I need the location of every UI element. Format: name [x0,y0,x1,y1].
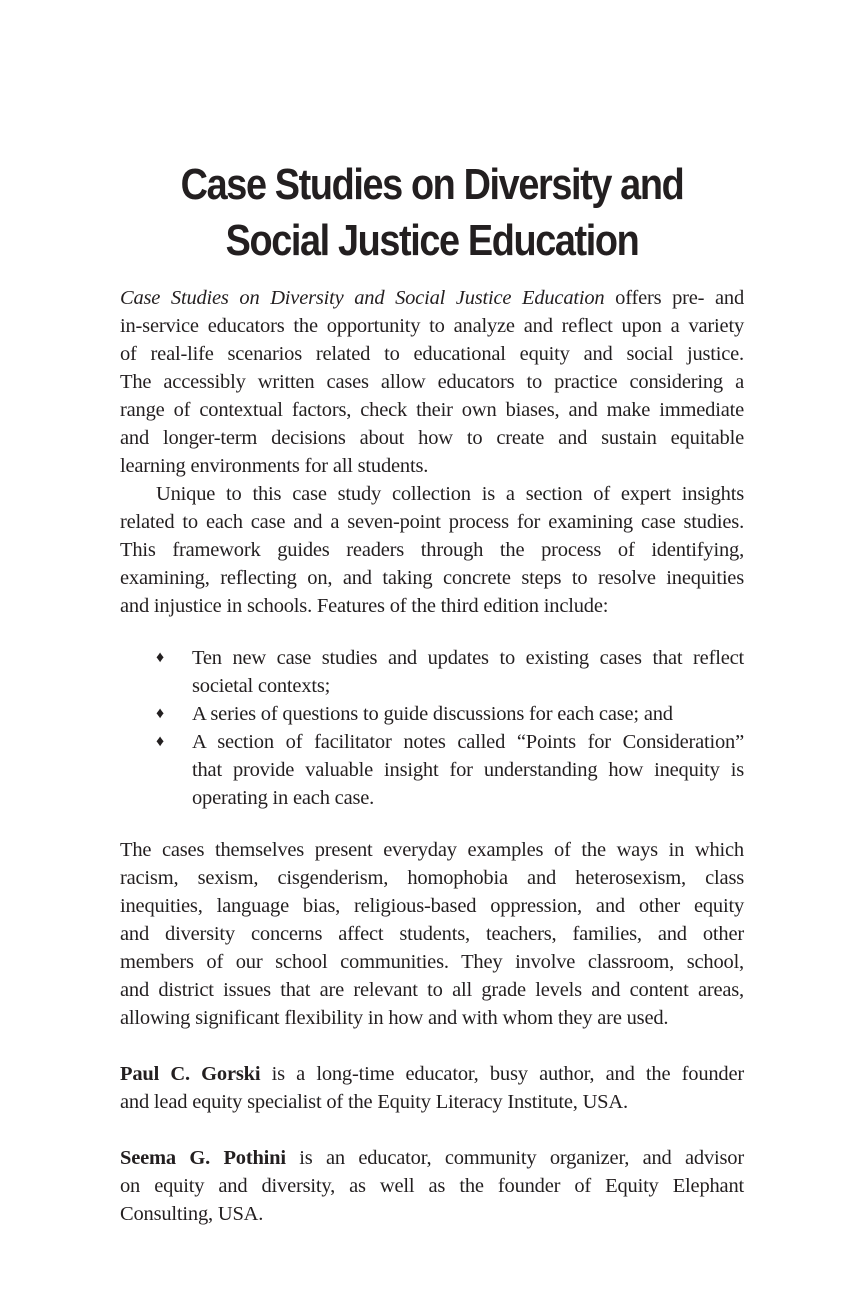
paragraph-line: The accessibly written cases allow educators to practice considering a [120,371,744,393]
author-name: Seema G. Pothini [120,1147,286,1169]
paragraph-line: related to each case and a seven-point process for examining case studies. [120,511,744,533]
feature-item [120,728,744,812]
title-line: Social Justice Education [225,216,639,266]
paragraph-line: inequities, language bias, religious-based oppression, and other equity [120,895,744,917]
paragraph-line: and district issues that are relevant to all grade levels and content areas, [120,979,744,1001]
paragraph-line: examining, reflecting on, and taking concrete steps to resolve inequities [120,567,744,589]
paragraph-line: in-service educators the opportunity to analyze and reflect upon a variety [120,315,744,337]
paragraph-line: allowing significant flexibility in how and with whom they are used. [120,1007,669,1029]
paragraph-line: racism, sexism, cisgenderism, homophobia and heterosexism, class [120,867,744,889]
feature-line: operating in each case. [192,787,375,809]
author-bio-gorski [120,1060,744,1116]
paragraph-line: and injustice in schools. Features of the third edition include: [120,595,609,617]
paragraph-line: and lead equity specialist of the Equity Literacy Institute, USA. [120,1091,628,1113]
paragraph-line: Unique to this case study collection is a section of expert insights [156,483,744,505]
unique-features-paragraph [120,480,744,620]
feature-item [120,644,744,700]
feature-line: A section of facilitator notes called “Points for Consideration” [192,731,744,753]
book-title [164,157,701,269]
paragraph-line: members of our school communities. They involve classroom, school, [120,951,744,973]
paragraph-line: Case Studies on Diversity and Social Justice Education offers pre- and [120,287,744,309]
author-bio-pothini [120,1144,744,1228]
title-line: Case Studies on Diversity and [180,160,684,210]
paragraph-line: and diversity concerns affect students, teachers, families, and other [120,923,744,945]
features-list [120,644,744,812]
feature-line: that provide valuable insight for understanding how inequity is [192,759,744,781]
author-name: Paul C. Gorski [120,1063,261,1085]
paragraph-line: and longer-term decisions about how to create and sustain equitable [120,427,744,449]
paragraph-line: on equity and diversity, as well as the founder of Equity Elephant [120,1175,744,1197]
feature-item [120,700,744,728]
paragraph-line: Seema G. Pothini is an educator, community organizer, and advisor [120,1147,744,1169]
cases-paragraph [120,836,744,1032]
diamond-bullet-icon: ♦ [156,733,164,750]
paragraph-line: Paul C. Gorski is a long-time educator, busy author, and the founder [120,1063,744,1085]
diamond-bullet-icon: ♦ [156,649,164,666]
paragraph-line: learning environments for all students. [120,455,429,477]
intro-paragraph [120,284,744,480]
book-title-italic: Case Studies on Diversity and Social Justice Education [120,287,605,309]
feature-line: Ten new case studies and updates to existing cases that reflect [192,647,744,669]
paragraph-line: of real-life scenarios related to educational equity and social justice. [120,343,744,365]
paragraph-line: range of contextual factors, check their own biases, and make immediate [120,399,744,421]
feature-line: A series of questions to guide discussions for each case; and [192,703,673,725]
paragraph-line: Consulting, USA. [120,1203,264,1225]
paragraph-line: The cases themselves present everyday examples of the ways in which [120,839,744,861]
paragraph-line: This framework guides readers through the process of identifying, [120,539,744,561]
diamond-bullet-icon: ♦ [156,705,164,722]
feature-line: societal contexts; [192,675,331,697]
